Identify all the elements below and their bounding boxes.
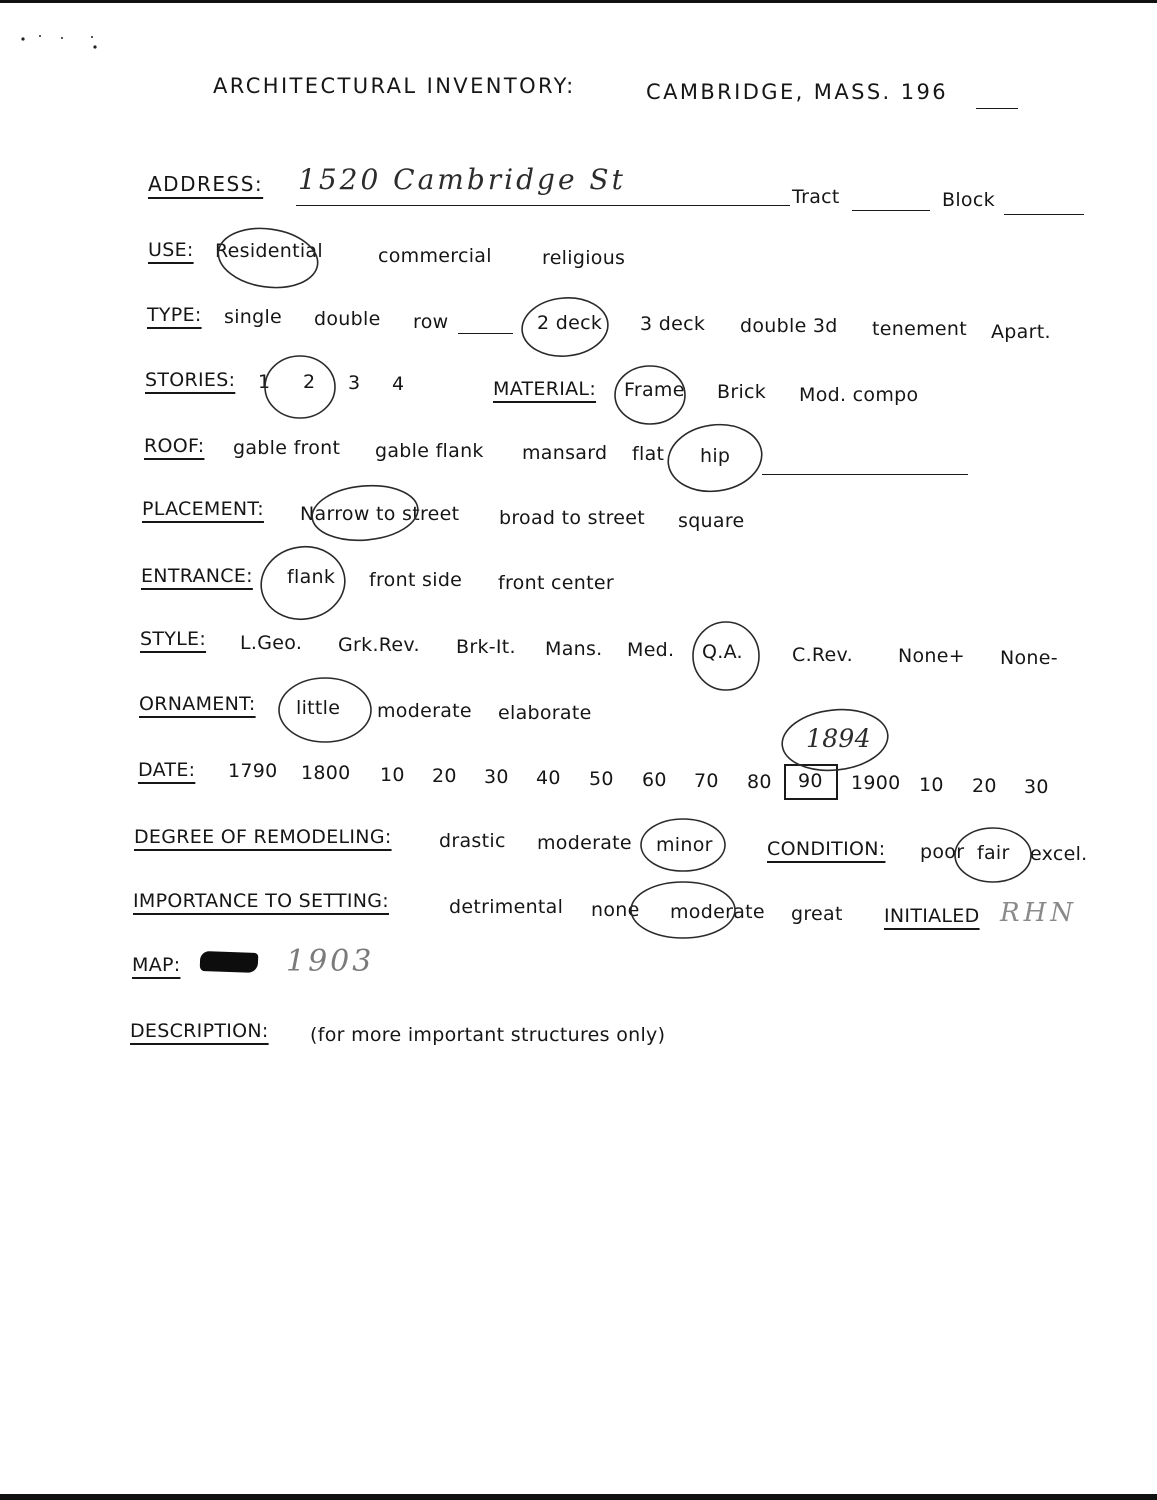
date-option-70: 70	[694, 770, 719, 792]
date-annotation: 1894	[806, 724, 871, 753]
map-label: MAP:	[132, 954, 181, 976]
roof-blank	[762, 474, 968, 475]
style-option-brkit: Brk-It.	[456, 636, 516, 658]
condition-option-fair: fair	[977, 842, 1010, 864]
ornament-label: ORNAMENT:	[139, 693, 256, 715]
type-option-single: single	[224, 306, 283, 328]
initialed-value: RHN	[1000, 898, 1077, 928]
style-option-crev: C.Rev.	[792, 644, 853, 666]
roof-option-hip: hip	[700, 445, 731, 467]
material-option-mod-compo: Mod. compo	[799, 384, 919, 406]
date-option-10: 10	[380, 764, 405, 786]
date-option-1910: 10	[919, 774, 944, 796]
use-label: USE:	[148, 239, 194, 261]
remodeling-option-minor: minor	[656, 834, 713, 856]
ornament-option-elaborate: elaborate	[498, 702, 592, 724]
date-option-1790: 1790	[228, 760, 278, 782]
entrance-option-flank: flank	[287, 566, 336, 588]
tract-label: Tract	[792, 186, 840, 208]
stories-option-3: 3	[348, 372, 361, 394]
style-option-none-plus: None+	[898, 645, 965, 667]
date-option-1800: 1800	[301, 762, 351, 784]
type-option-row: row	[413, 311, 449, 333]
date-option-1920: 20	[972, 775, 997, 797]
style-option-grkrev: Grk.Rev.	[338, 634, 420, 656]
roof-label: ROOF:	[144, 435, 205, 457]
remodeling-label: DEGREE OF REMODELING:	[134, 826, 392, 848]
form-location: CAMBRIDGE, MASS. 196	[646, 80, 948, 104]
type-option-3-deck: 3 deck	[640, 313, 706, 335]
type-option-apart: Apart.	[991, 321, 1051, 343]
address-label: ADDRESS:	[148, 172, 264, 196]
address-line	[296, 205, 790, 206]
style-option-lgeo: L.Geo.	[240, 632, 303, 654]
date-option-1930: 30	[1024, 776, 1049, 798]
date-option-80: 80	[747, 771, 772, 793]
importance-option-great: great	[791, 903, 843, 925]
style-option-none-minus: None-	[1000, 647, 1058, 669]
importance-label: IMPORTANCE TO SETTING:	[133, 890, 389, 912]
entrance-label: ENTRANCE:	[141, 565, 253, 587]
style-option-mans: Mans.	[545, 638, 603, 660]
scan-top-edge	[0, 0, 1157, 3]
block-label: Block	[942, 189, 995, 211]
condition-option-poor: poor	[920, 841, 965, 863]
date-label: DATE:	[138, 759, 196, 781]
date-option-40: 40	[536, 767, 561, 789]
type-option-2-deck: 2 deck	[537, 312, 603, 334]
importance-option-none: none	[591, 899, 640, 921]
type-option-double: double	[314, 308, 381, 330]
description-label: DESCRIPTION:	[130, 1020, 269, 1042]
roof-option-flat: flat	[632, 443, 665, 465]
placement-option-broad: broad to street	[499, 507, 646, 529]
material-option-frame: Frame	[624, 379, 685, 401]
stories-option-1: 1	[258, 371, 271, 393]
stories-label: STORIES:	[145, 369, 236, 391]
circle-stories-2	[265, 356, 335, 418]
importance-option-detrimental: detrimental	[449, 896, 564, 918]
stories-option-2: 2	[303, 371, 316, 393]
condition-label: CONDITION:	[767, 838, 886, 860]
entrance-option-front-side: front side	[369, 569, 463, 591]
form-title: ARCHITECTURAL INVENTORY:	[213, 74, 576, 98]
type-option-double-3d: double 3d	[740, 315, 838, 337]
style-option-med: Med.	[627, 639, 675, 661]
initialed-label: INITIALED	[884, 905, 980, 927]
type-label: TYPE:	[147, 304, 202, 326]
style-option-qa: Q.A.	[702, 641, 743, 663]
date-option-50: 50	[589, 768, 614, 790]
remodeling-option-moderate: moderate	[537, 832, 632, 854]
roof-option-gable-flank: gable flank	[375, 440, 484, 462]
type-option-tenement: tenement	[872, 318, 967, 340]
tract-blank	[852, 210, 930, 211]
material-label: MATERIAL:	[493, 378, 597, 400]
importance-option-moderate: moderate	[670, 901, 765, 923]
style-label: STYLE:	[140, 628, 207, 650]
use-option-residential: Residential	[215, 240, 323, 262]
block-blank	[1004, 214, 1084, 215]
date-option-90: 90	[798, 770, 823, 792]
use-option-religious: religious	[542, 247, 626, 269]
scan-bottom-edge	[0, 1494, 1157, 1500]
stories-option-4: 4	[392, 373, 405, 395]
material-option-brick: Brick	[717, 381, 767, 403]
condition-option-excel: excel.	[1030, 843, 1088, 865]
date-option-1900: 1900	[851, 772, 901, 794]
entrance-option-front-center: front center	[498, 572, 614, 594]
map-value: 1903	[286, 944, 375, 979]
placement-label: PLACEMENT:	[142, 498, 264, 520]
row-blank	[458, 333, 513, 334]
placement-option-square: square	[678, 510, 745, 532]
date-option-60: 60	[642, 769, 667, 791]
ornament-option-moderate: moderate	[377, 700, 472, 722]
address-value: 1520 Cambridge St	[298, 163, 626, 196]
year-blank	[976, 108, 1018, 109]
date-option-20: 20	[432, 765, 457, 787]
date-option-30: 30	[484, 766, 509, 788]
ornament-option-little: little	[296, 697, 341, 719]
roof-option-gable-front: gable front	[233, 437, 341, 459]
remodeling-option-drastic: drastic	[439, 830, 506, 852]
use-option-commercial: commercial	[378, 245, 492, 267]
roof-option-mansard: mansard	[522, 442, 608, 464]
placement-option-narrow: Narrow to street	[300, 503, 460, 525]
redaction-mark	[200, 951, 259, 973]
description-note: (for more important structures only)	[310, 1024, 666, 1046]
scan-specks	[20, 34, 110, 54]
